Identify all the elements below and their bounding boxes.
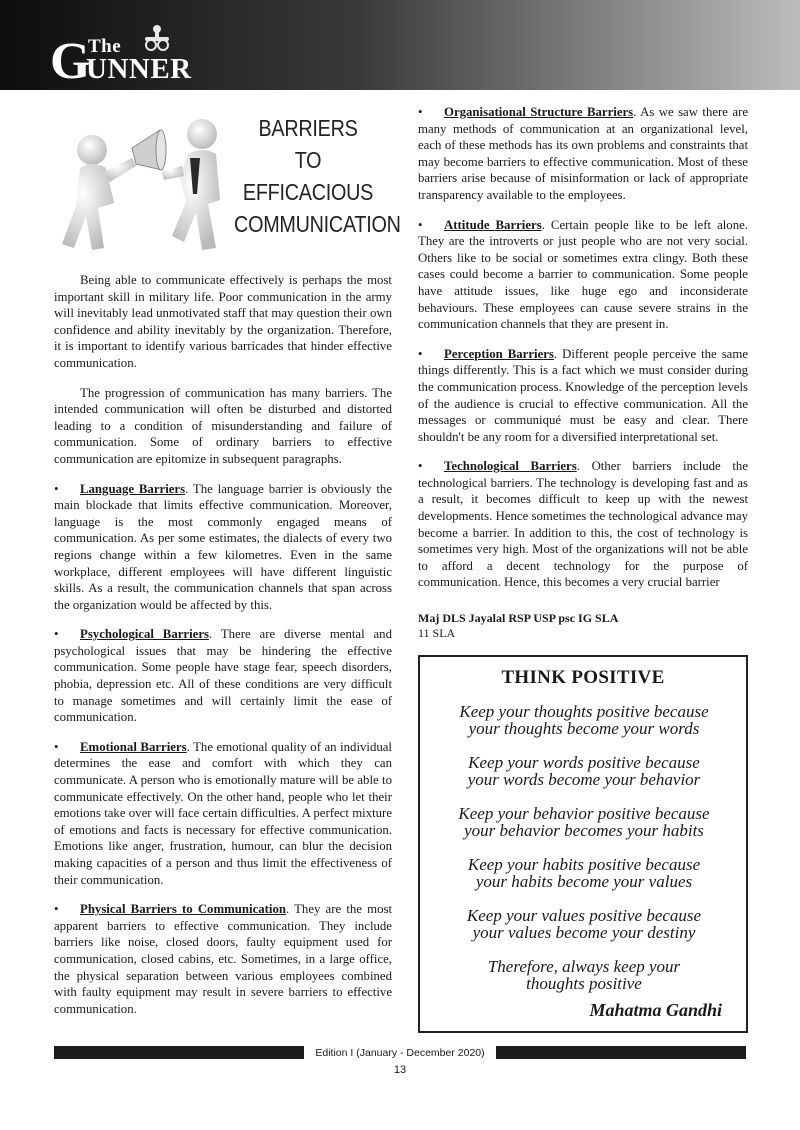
logo-the: The xyxy=(88,36,122,57)
quote-line: Keep your thoughts positive because xyxy=(459,702,709,721)
logo-unner: UNNER xyxy=(86,53,192,85)
bullet-icon: • xyxy=(54,627,59,642)
think-positive-box xyxy=(418,655,748,1033)
intro-paragraph: The progression of communication has many barriers. The intended communication will often be disturbed and distorted leading to a condition of misunderstanding and failure of communication. Some of ordinary barriers to effective communication are epitomize in subsequent paragraphs. xyxy=(54,385,392,466)
barrier-paragraph-technological xyxy=(418,458,748,591)
logo-g: G xyxy=(50,33,91,90)
masthead-logo xyxy=(46,24,196,90)
quote-line: thoughts positive xyxy=(526,974,642,993)
barrier-text: . There are diverse mental and psychological issues that may be hindering the effective communication. Some people have stage fear, speech disorders, phobia, depression etc. All of these conditions are very difficult to manage sometimes and will certainly limit the ease of communication. xyxy=(54,627,392,725)
quote-line: your words become your behavior xyxy=(467,770,701,789)
quote-line: Keep your values positive because xyxy=(466,906,702,925)
barrier-paragraph-physical xyxy=(54,901,392,1017)
title-line: BARRIERS xyxy=(258,115,358,141)
article-column-right xyxy=(418,104,748,604)
megaphone-figures-illustration xyxy=(54,108,224,258)
barrier-term: Psychological Barriers xyxy=(80,627,209,642)
article-column-left xyxy=(54,272,392,1030)
quote-line: Keep your words positive because xyxy=(468,753,700,772)
barrier-text: . They are the most apparent barriers to effective communication. They include barriers like noise, closed doors, faulty equipment used for communication, closed cabins, etc. Sometimes, in a large office, the physical separation between various employees combined with faulty equipment may result in severe barriers to effective communication. xyxy=(54,902,393,1016)
barrier-text: . As we saw there are many methods of communication at an organizational level, each of these methods has its own problems and constraints that may become barriers to effective communication. Most of these barriers arise because of misinformation or lack of appropriate transparency available to the employees. xyxy=(418,105,749,202)
quote-line: your thoughts become your words xyxy=(468,719,700,738)
barrier-text: . Certain people like to be left alone. They are the introverts or just people who are not very social. Others like to be social or sometimes extra clingy. Both these cases could become a barrier to communication. Some people have attitude issues, like huge ego and inconsiderate behaviours. These employees can cause severe strains in the communication channels that they are present in. xyxy=(418,217,748,332)
quote-stanza xyxy=(428,805,740,839)
barrier-paragraph-organisational xyxy=(418,104,748,204)
title-line: COMMUNICATION xyxy=(234,211,401,237)
think-positive-quotes xyxy=(428,703,740,1009)
barrier-term: Technological Barriers xyxy=(444,459,577,474)
page-header xyxy=(0,0,800,90)
quote-stanza xyxy=(428,754,740,788)
quote-line: your values become your destiny xyxy=(472,923,696,942)
barrier-term: Perception Barriers xyxy=(444,346,554,361)
barrier-term: Physical Barriers to Communication xyxy=(80,902,286,917)
bullet-icon: • xyxy=(418,346,423,361)
quote-line: Keep your behavior positive because xyxy=(458,804,710,823)
cannon-crest-icon xyxy=(142,24,172,52)
footer-bar-left xyxy=(54,1046,304,1059)
barrier-text: . The emotional quality of an individual determines the ease and comfort with which they can communicate. A person who is emotionally mature will be able to communicate effectively. On the other hand, people who let their emotions take over will face certain difficulties. A perfect mixture of emotions and facts is necessary for effective communication. Emotions like anger, frustration, humour, can blur the decision making capacities of a person and thus limit the effectiveness of their communication. xyxy=(54,739,392,887)
article-author xyxy=(418,611,748,641)
quote-stanza xyxy=(428,703,740,737)
author-name: Maj DLS Jayalal RSP USP psc IG SLA xyxy=(418,611,619,625)
bullet-icon: • xyxy=(54,902,59,917)
barrier-paragraph-attitude xyxy=(418,217,748,333)
quote-line: your behavior becomes your habits xyxy=(464,821,704,840)
barrier-term: Emotional Barriers xyxy=(80,739,187,754)
bullet-icon: • xyxy=(418,459,423,474)
page-number: 13 xyxy=(393,1064,407,1076)
barrier-paragraph-psychological xyxy=(54,626,392,726)
think-positive-title: THINK POSITIVE xyxy=(501,667,665,688)
barrier-paragraph-emotional xyxy=(54,739,392,888)
barrier-paragraph-perception xyxy=(418,346,748,446)
footer-bar-right xyxy=(496,1046,746,1059)
quote-line: your habits become your values xyxy=(475,872,693,891)
bullet-icon: • xyxy=(54,739,59,754)
barrier-term: Language Barriers xyxy=(80,481,186,496)
edition-label: Edition I (January - December 2020) xyxy=(315,1047,485,1059)
article-title xyxy=(222,112,401,240)
barrier-text: . Different people perceive the same things differently. This is a fact which we must consider during the communication process. Knowledge of the perception levels of the audience is crucial to effective communication. All the messages or communiqué must be easy and clear. There shouldn't be any room for a diversified interpretational set. xyxy=(418,346,748,444)
bullet-icon: • xyxy=(418,217,423,232)
bullet-icon: • xyxy=(54,481,59,496)
quote-line: Keep your habits positive because xyxy=(467,855,701,874)
quote-stanza xyxy=(428,907,740,941)
title-line: EFFICACIOUS xyxy=(242,179,374,205)
title-line: TO xyxy=(294,147,322,173)
author-unit: 11 SLA xyxy=(418,626,456,640)
barrier-text: . Other barriers include the technological barriers. The technology is developing fast and as a result, it becomes difficult to keep up with the newest developments. Hence sometimes the technological advance may become a barrier. In addition to this, the cost of technology is sometimes very high. Most of the organizations will not be able to afford a decent technology for the purpose of communication. Hence, this becomes a very crucial barrier xyxy=(418,459,748,590)
barrier-term: Attitude Barriers xyxy=(444,217,542,232)
quote-stanza xyxy=(428,958,740,992)
quote-author: Mahatma Gandhi xyxy=(589,1000,722,1020)
barrier-text: . The language barrier is obviously the main blockade that limits effective communication. Moreover, language is the most commonly engaged means of communication. As per some estimates, the dialects of every two regions change within a few kilometres. Even in the same workplace, different employees will have different linguistic skills. As a result, the communication channels that span across the organization would be affected by this. xyxy=(54,481,393,612)
quote-line: Therefore, always keep your xyxy=(487,957,681,976)
barrier-term: Organisational Structure Barriers xyxy=(444,105,634,119)
barrier-paragraph-language xyxy=(54,481,392,614)
bullet-icon: • xyxy=(418,105,423,119)
intro-paragraph: Being able to communicate effectively is perhaps the most important skill in military life. Poor communication in the army will inevitably lead unmotivated staff that may question their own confidence and ability inevitably by the organization. Therefore, it is important to identify various barricades that hinder effective communication. xyxy=(54,273,392,370)
quote-stanza xyxy=(428,856,740,890)
